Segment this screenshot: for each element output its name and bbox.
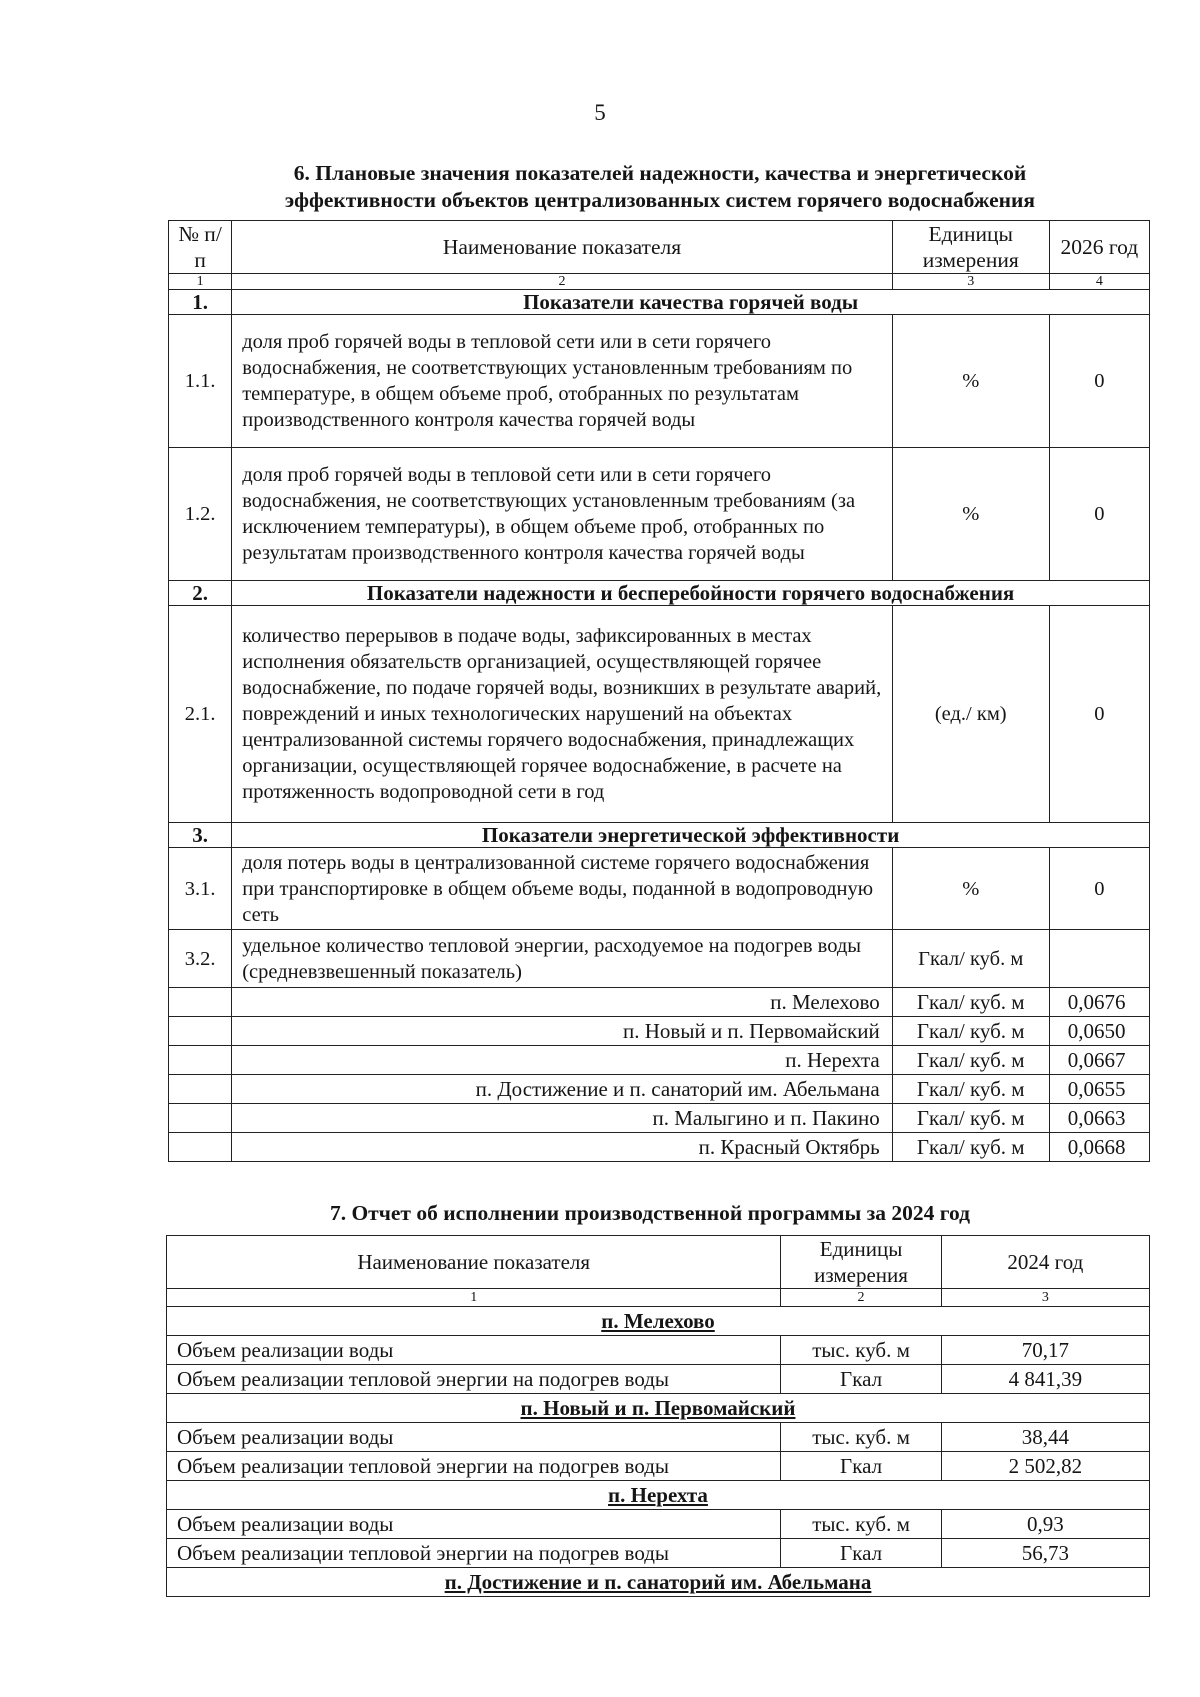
- reliability-indicators-table: [168, 220, 1150, 1162]
- location-heading: п. Нерехта: [167, 1481, 1150, 1510]
- unit-cell: Гкал/ куб. м: [892, 1133, 1049, 1162]
- table-row: [169, 606, 1150, 823]
- column-index: 3: [892, 274, 1049, 290]
- table-row: [169, 848, 1150, 930]
- location-name: п. Малыгино и п. Пакино: [232, 1104, 893, 1133]
- column-index: 2: [232, 274, 893, 290]
- section-6-title: [170, 160, 1150, 214]
- table-row: [167, 1423, 1150, 1452]
- unit-cell: тыс. куб. м: [781, 1336, 941, 1365]
- row-number: 3.1.: [169, 848, 232, 930]
- unit-cell: Гкал: [781, 1539, 941, 1568]
- table-row: [167, 1336, 1150, 1365]
- row-number: [169, 1046, 232, 1075]
- unit-cell: Гкал/ куб. м: [892, 1104, 1049, 1133]
- section-6-title-line-1: 6. Плановые значения показателей надежности, качества и энергетической: [293, 161, 1027, 185]
- section-7-title: 7. Отчет об исполнении производственной программы за 2024 год: [329, 1201, 971, 1225]
- value-cell: 0: [1049, 848, 1149, 930]
- header-name: Наименование показателя: [232, 221, 893, 274]
- unit-cell: Гкал: [781, 1365, 941, 1394]
- indicator-name: Объем реализации тепловой энергии на подогрев воды: [167, 1539, 781, 1568]
- table-row: [167, 1510, 1150, 1539]
- table-row: [167, 1452, 1150, 1481]
- table-row: [167, 1365, 1150, 1394]
- group-number: 2.: [169, 581, 232, 606]
- location-heading: п. Достижение и п. санаторий им. Абельмана: [167, 1568, 1150, 1597]
- header-num: № п/п: [169, 221, 232, 274]
- location-row: [169, 1046, 1150, 1075]
- value-cell: 2 502,82: [941, 1452, 1149, 1481]
- location-name: п. Новый и п. Первомайский: [232, 1017, 893, 1046]
- row-number: 2.1.: [169, 606, 232, 823]
- header-year: 2024 год: [941, 1236, 1149, 1289]
- header-unit: Единицы измерения: [781, 1236, 941, 1289]
- unit-cell: Гкал: [781, 1452, 941, 1481]
- group-row: [169, 581, 1150, 606]
- value-cell: 0,0655: [1049, 1075, 1149, 1104]
- indicator-name: Объем реализации тепловой энергии на подогрев воды: [167, 1452, 781, 1481]
- row-number: [169, 988, 232, 1017]
- table-row: [169, 930, 1150, 988]
- column-index: 1: [169, 274, 232, 290]
- location-heading: п. Мелехово: [167, 1307, 1150, 1336]
- column-index: 1: [167, 1289, 781, 1307]
- row-number: [169, 1133, 232, 1162]
- row-number: [169, 1017, 232, 1046]
- location-row: [169, 1075, 1150, 1104]
- unit-cell: (ед./ км): [892, 606, 1049, 823]
- location-name: п. Красный Октябрь: [232, 1133, 893, 1162]
- indicator-name: удельное количество тепловой энергии, расходуемое на подогрев воды (средневзвешенный показатель): [232, 930, 893, 988]
- value-cell: [1049, 930, 1149, 988]
- value-cell: 0,0676: [1049, 988, 1149, 1017]
- row-number: 1.1.: [169, 315, 232, 448]
- location-name: п. Достижение и п. санаторий им. Абельмана: [232, 1075, 893, 1104]
- location-row: [169, 1017, 1150, 1046]
- location-header-row: [167, 1307, 1150, 1336]
- unit-cell: тыс. куб. м: [781, 1423, 941, 1452]
- production-program-report-table: [166, 1235, 1150, 1597]
- location-name: п. Нерехта: [232, 1046, 893, 1075]
- indicator-name: доля потерь воды в централизованной системе горячего водоснабжения при транспортировке в общем объеме воды, поданной в водопроводную сеть: [232, 848, 893, 930]
- column-index: 2: [781, 1289, 941, 1307]
- unit-cell: %: [892, 448, 1049, 581]
- group-title: Показатели качества горячей воды: [232, 290, 1150, 315]
- value-cell: 0: [1049, 606, 1149, 823]
- value-cell: 70,17: [941, 1336, 1149, 1365]
- column-index-row: [169, 274, 1150, 290]
- group-row: [169, 290, 1150, 315]
- unit-cell: Гкал/ куб. м: [892, 1046, 1049, 1075]
- indicator-name: количество перерывов в подаче воды, зафиксированных в местах исполнения обязательств организацией, осуществляющей горячее водоснабжение, по подаче горячей воды, возникших в результате аварий, повреждений и иных технологических нарушений на объектах централизованной системы горячего водоснабжения, принадлежащих организации, осуществляющей горячее водоснабжение, в расчете на протяженность водопроводной сети в год: [232, 606, 893, 823]
- value-cell: 0,0650: [1049, 1017, 1149, 1046]
- column-index: 4: [1049, 274, 1149, 290]
- column-index-row: [167, 1289, 1150, 1307]
- table-header-row: [169, 221, 1150, 274]
- unit-cell: Гкал/ куб. м: [892, 988, 1049, 1017]
- table-header-row: [167, 1236, 1150, 1289]
- indicator-name: Объем реализации воды: [167, 1510, 781, 1539]
- unit-cell: Гкал/ куб. м: [892, 1017, 1049, 1046]
- value-cell: 56,73: [941, 1539, 1149, 1568]
- section-6-title-line-2: эффективности объектов централизованных систем горячего водоснабжения: [284, 188, 1036, 212]
- header-year: 2026 год: [1049, 221, 1149, 274]
- group-title: Показатели надежности и бесперебойности горячего водоснабжения: [232, 581, 1150, 606]
- value-cell: 0,93: [941, 1510, 1149, 1539]
- row-number: 1.2.: [169, 448, 232, 581]
- indicator-name: доля проб горячей воды в тепловой сети или в сети горячего водоснабжения, не соответствующих установленным требованиям по температуре, в общем объеме проб, отобранных по результатам производственного контроля качества горячей воды: [232, 315, 893, 448]
- group-number: 3.: [169, 823, 232, 848]
- unit-cell: Гкал/ куб. м: [892, 1075, 1049, 1104]
- column-index: 3: [941, 1289, 1149, 1307]
- group-row: [169, 823, 1150, 848]
- indicator-name: Объем реализации воды: [167, 1336, 781, 1365]
- location-row: [169, 1133, 1150, 1162]
- location-header-row: [167, 1568, 1150, 1597]
- value-cell: 38,44: [941, 1423, 1149, 1452]
- value-cell: 0: [1049, 315, 1149, 448]
- unit-cell: %: [892, 315, 1049, 448]
- indicator-name: доля проб горячей воды в тепловой сети или в сети горячего водоснабжения, не соответствующих установленным требованиям (за исключением температуры), в общем объеме проб, отобранных по результатам производственного контроля качества горячей воды: [232, 448, 893, 581]
- value-cell: 4 841,39: [941, 1365, 1149, 1394]
- location-row: [169, 1104, 1150, 1133]
- table-row: [167, 1539, 1150, 1568]
- location-row: [169, 988, 1150, 1017]
- table-row: [169, 315, 1150, 448]
- header-name: Наименование показателя: [167, 1236, 781, 1289]
- location-header-row: [167, 1481, 1150, 1510]
- group-number: 1.: [169, 290, 232, 315]
- location-name: п. Мелехово: [232, 988, 893, 1017]
- location-heading: п. Новый и п. Первомайский: [167, 1394, 1150, 1423]
- unit-cell: %: [892, 848, 1049, 930]
- row-number: 3.2.: [169, 930, 232, 988]
- indicator-name: Объем реализации тепловой энергии на подогрев воды: [167, 1365, 781, 1394]
- value-cell: 0,0668: [1049, 1133, 1149, 1162]
- unit-cell: Гкал/ куб. м: [892, 930, 1049, 988]
- row-number: [169, 1075, 232, 1104]
- header-unit: Единицы измерения: [892, 221, 1049, 274]
- indicator-name: Объем реализации воды: [167, 1423, 781, 1452]
- location-header-row: [167, 1394, 1150, 1423]
- value-cell: 0,0663: [1049, 1104, 1149, 1133]
- value-cell: 0: [1049, 448, 1149, 581]
- table-row: [169, 448, 1150, 581]
- page-number: 5: [594, 100, 606, 125]
- unit-cell: тыс. куб. м: [781, 1510, 941, 1539]
- group-title: Показатели энергетической эффективности: [232, 823, 1150, 848]
- value-cell: 0,0667: [1049, 1046, 1149, 1075]
- row-number: [169, 1104, 232, 1133]
